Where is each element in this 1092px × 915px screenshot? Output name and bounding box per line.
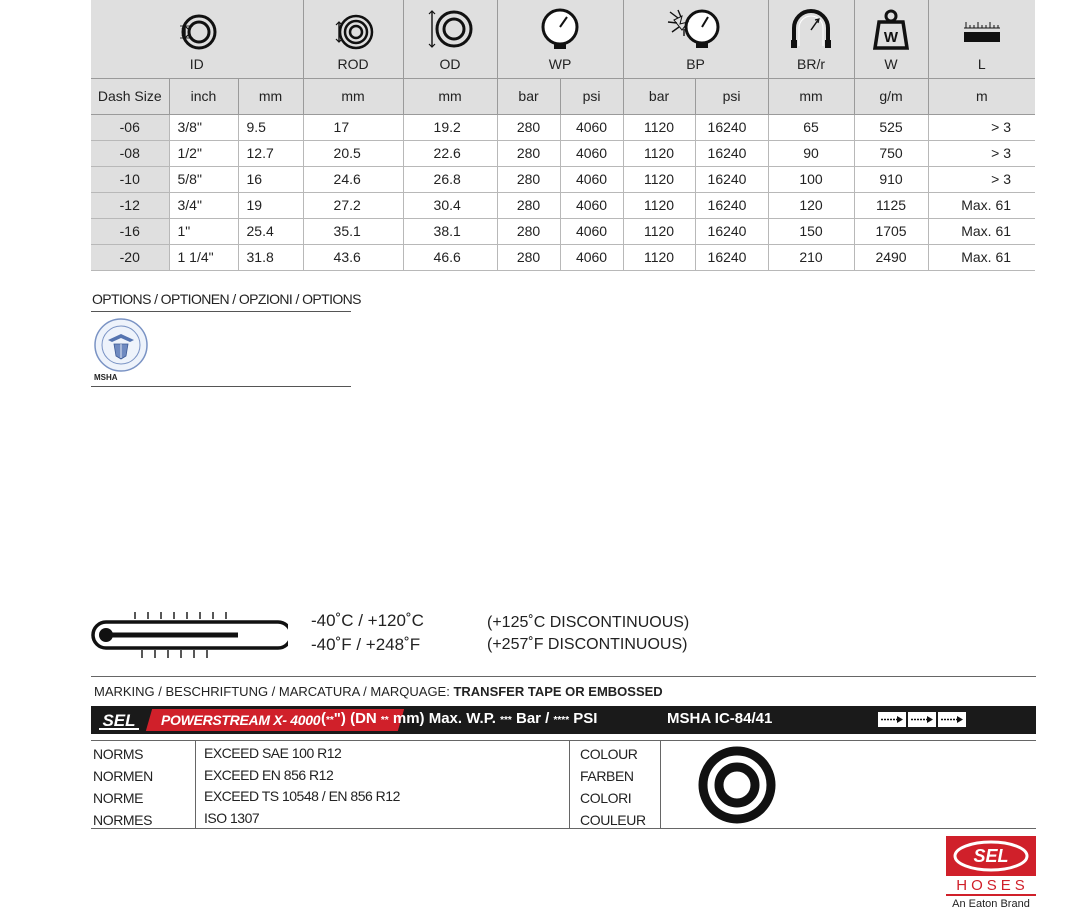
format-part: **** [553,715,570,726]
table-row [91,192,1035,218]
header-w [854,0,928,78]
table-cell: 31.8 [238,244,303,270]
table-cell: 280 [497,166,560,192]
product-name: POWERSTREAM X- 4000 [161,712,321,728]
header-id [91,0,303,78]
marking-band [91,706,1036,734]
colour-label: FARBEN [580,768,634,784]
table-cell: 17 [303,114,403,140]
table-cell: 1705 [854,218,928,244]
spec-table [91,0,1035,271]
header-bp [623,0,768,78]
table-cell: 43.6 [303,244,403,270]
colour-label: COULEUR [580,812,646,828]
table-cell: -08 [91,140,169,166]
colour-label: COLOUR [580,746,638,762]
brand-logo [946,836,1036,910]
table-row [91,114,1035,140]
table-cell: 2490 [854,244,928,270]
table-cell: 910 [854,166,928,192]
table-cell: 280 [497,244,560,270]
table-cell: -12 [91,192,169,218]
table-cell: 4060 [560,166,623,192]
table-cell: 1120 [623,218,695,244]
band-brand-text: SEL [102,711,136,730]
table-cell: 1 1/4" [169,244,238,270]
unit-header: mm [238,78,303,114]
table-cell: Max. 61 [928,218,1035,244]
table-cell: 3/8" [169,114,238,140]
unit-header: mm [768,78,854,114]
options-title: OPTIONS / OPTIONEN / OPZIONI / OPTIONS [92,291,361,307]
id-diameter-icon [167,14,227,50]
divider [660,741,661,828]
group-label-l: L [977,55,986,72]
marking-title: MARKING / BESCHRIFTUNG / MARCATURA / MARQUAGE: [94,684,450,699]
unit-header: bar [497,78,560,114]
norms-values [204,743,400,829]
divider [91,386,351,387]
table-cell: 100 [768,166,854,192]
table-cell: 46.6 [403,244,497,270]
table-cell: 1120 [623,192,695,218]
table-cell: > 3 [928,166,1035,192]
header-od [403,0,497,78]
table-cell: 1125 [854,192,928,218]
table-cell: 20.5 [303,140,403,166]
norm-value: EXCEED TS 10548 / EN 856 R12 [204,788,400,804]
table-cell: -16 [91,218,169,244]
rod-diameter-icon [323,14,383,50]
marking-label [94,684,663,699]
table-cell: 750 [854,140,928,166]
header-rod [303,0,403,78]
temp-note-fahrenheit: (+257˚F DISCONTINUOUS) [487,636,688,653]
table-cell: 22.6 [403,140,497,166]
table-cell: 3/4" [169,192,238,218]
table-cell: > 3 [928,140,1035,166]
table-cell: 26.8 [403,166,497,192]
table-cell: 4060 [560,218,623,244]
table-cell: 4060 [560,114,623,140]
logo-tagline: An Eaton Brand [952,898,1030,910]
marking-method: TRANSFER TAPE OR EMBOSSED [453,684,663,699]
colour-labels [580,743,646,831]
bend-radius-icon [786,8,836,50]
table-row [91,140,1035,166]
norms-labels [93,743,153,831]
unit-row [91,78,1035,114]
svg-text:W: W [883,28,899,46]
table-cell: -10 [91,166,169,192]
table-cell: -06 [91,114,169,140]
group-label-id: ID [189,55,204,72]
temp-range-fahrenheit: -40˚F / +248˚F [311,635,421,654]
table-cell: 1120 [623,166,695,192]
norms-label: NORMES [93,812,153,828]
table-cell: 1/2" [169,140,238,166]
table-cell: 16240 [695,140,768,166]
pressure-gauge-icon [535,8,585,50]
norm-value: EXCEED SAE 100 R12 [204,745,342,761]
table-cell: > 3 [928,114,1035,140]
group-label-br: BR/r [797,55,826,72]
unit-header: mm [403,78,497,114]
table-cell: 90 [768,140,854,166]
table-cell: 120 [768,192,854,218]
length-icon [960,14,1004,50]
norms-section [91,740,1036,829]
group-label-od: OD [439,55,461,72]
format-part: ( [321,710,326,727]
thermometer-icon [88,608,288,662]
divider [91,311,351,312]
table-cell: 280 [497,114,560,140]
table-cell: -20 [91,244,169,270]
unit-header: mm [303,78,403,114]
table-cell: 16240 [695,218,768,244]
table-cell: 19.2 [403,114,497,140]
table-cell: 1" [169,218,238,244]
table-cell: 1120 [623,244,695,270]
arrow-right-icon [878,712,906,727]
table-cell: 19 [238,192,303,218]
unit-header: bar [623,78,695,114]
table-cell: Max. 61 [928,244,1035,270]
format-part: ** [326,715,334,726]
table-row [91,244,1035,270]
table-cell: 24.6 [303,166,403,192]
logo-badge-text: SEL [973,846,1009,866]
format-part: *** [500,715,512,726]
table-row [91,218,1035,244]
table-cell: 4060 [560,140,623,166]
format-part: PSI [569,710,598,727]
table-cell: Max. 61 [928,192,1035,218]
od-diameter-icon [420,8,480,50]
unit-header: inch [169,78,238,114]
format-part: ** [380,715,389,726]
arrow-right-icon [908,712,936,727]
table-cell: 4060 [560,244,623,270]
format-part: ") (DN [333,710,381,727]
table-cell: 280 [497,218,560,244]
table-cell: 280 [497,140,560,166]
burst-gauge-icon [664,8,728,50]
colour-label: COLORI [580,790,632,806]
table-cell: 16240 [695,114,768,140]
divider [195,741,196,828]
logo-name: HOSES [946,877,1036,896]
unit-header: psi [560,78,623,114]
header-br [768,0,854,78]
table-cell: 525 [854,114,928,140]
hose-colour-icon [697,745,777,825]
norm-value: EXCEED EN 856 R12 [204,766,334,783]
sel-logo-icon [951,839,1031,873]
norms-label: NORMEN [93,768,153,784]
direction-arrows [878,712,966,727]
table-cell: 27.2 [303,192,403,218]
msha-seal-icon [94,318,148,372]
group-label-wp: WP [548,55,572,72]
table-cell: 5/8" [169,166,238,192]
approval-code: MSHA IC-84/41 [667,710,773,727]
table-cell: 210 [768,244,854,270]
norm-value: ISO 1307 [204,809,260,826]
table-cell: 280 [497,192,560,218]
norms-label: NORMS [93,746,144,762]
group-label-rod: ROD [337,55,369,72]
table-cell: 16 [238,166,303,192]
marking-format [321,710,597,727]
norms-label: NORME [93,790,144,806]
table-cell: 16240 [695,244,768,270]
divider [91,676,1036,677]
sel-logo-icon [97,709,141,731]
table-cell: 16240 [695,166,768,192]
unit-header: g/m [854,78,928,114]
temp-range-celsius: -40˚C / +120˚C [311,611,424,630]
table-cell: 25.4 [238,218,303,244]
header-l [928,0,1035,78]
table-cell: 150 [768,218,854,244]
group-label-w: W [884,55,898,72]
table-cell: 9.5 [238,114,303,140]
format-part: Bar / [511,710,554,727]
table-cell: 65 [768,114,854,140]
table-cell: 12.7 [238,140,303,166]
table-cell: 16240 [695,192,768,218]
table-cell: 30.4 [403,192,497,218]
sel-logo-badge [946,836,1036,876]
unit-header: m [928,78,1035,114]
table-cell: 35.1 [303,218,403,244]
table-row [91,166,1035,192]
table-cell: 38.1 [403,218,497,244]
unit-header: Dash Size [91,78,169,114]
msha-label: MSHA [94,373,118,382]
table-cell: 1120 [623,114,695,140]
weight-icon [871,8,911,50]
arrow-right-icon [938,712,966,727]
temp-note-celsius: (+125˚C DISCONTINUOUS) [487,614,690,631]
format-part: mm) Max. W.P. [388,710,501,727]
group-label-bp: BP [686,55,705,72]
table-cell: 4060 [560,192,623,218]
divider [569,741,570,828]
unit-header: psi [695,78,768,114]
table-cell: 1120 [623,140,695,166]
header-wp [497,0,623,78]
